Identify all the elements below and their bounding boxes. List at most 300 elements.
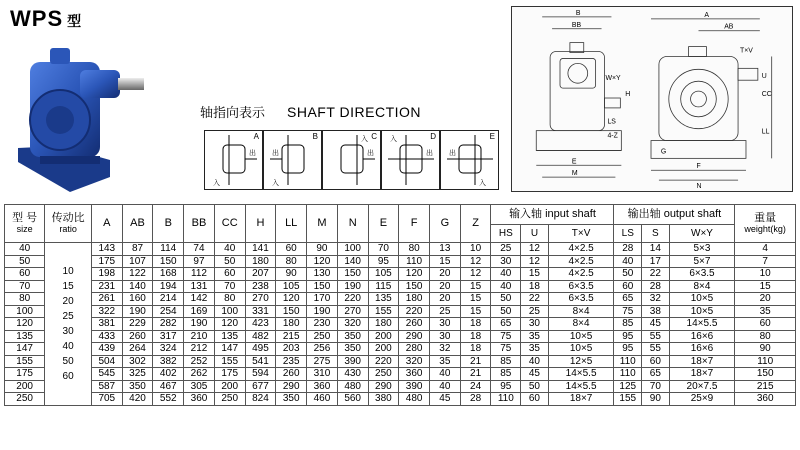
table-cell: 18×7: [548, 393, 614, 406]
table-cell: 85: [614, 318, 642, 331]
table-cell: 50: [521, 380, 549, 393]
table-cell: 215: [735, 380, 796, 393]
table-cell: 35: [521, 330, 549, 343]
table-cell: 97: [184, 255, 215, 268]
ratio-value: 25: [62, 310, 74, 322]
table-cell: 190: [307, 305, 338, 318]
table-cell: 175: [91, 255, 122, 268]
table-cell: 10×5: [669, 305, 735, 318]
col-header: G: [430, 205, 461, 243]
table-row: [5, 368, 796, 381]
table-cell: 87: [122, 243, 153, 256]
table-cell: 504: [91, 355, 122, 368]
col-header: A: [91, 205, 122, 243]
table-cell: 587: [91, 380, 122, 393]
table-cell: 150: [276, 305, 307, 318]
table-cell: 20: [430, 280, 461, 293]
table-cell: 382: [153, 355, 184, 368]
svg-text:N: N: [696, 183, 702, 191]
svg-text:A: A: [704, 11, 710, 19]
table-cell: 142: [184, 293, 215, 306]
table-cell: 433: [91, 330, 122, 343]
svg-text:出: 出: [249, 149, 256, 157]
table-row: [5, 255, 796, 268]
table-cell: 175: [214, 368, 245, 381]
svg-text:入: 入: [479, 179, 486, 187]
table-cell: 594: [245, 368, 276, 381]
table-cell: 5×7: [669, 255, 735, 268]
table-cell: 180: [368, 318, 399, 331]
table-cell: 22: [642, 268, 670, 281]
table-cell: 541: [245, 355, 276, 368]
table-cell: 198: [91, 268, 122, 281]
col-header: F: [399, 205, 430, 243]
table-cell: 90: [642, 393, 670, 406]
table-cell: 250: [368, 368, 399, 381]
table-row: [5, 293, 796, 306]
table-cell: 24: [460, 380, 491, 393]
table-cell: 95: [614, 330, 642, 343]
shaft-direction-e: E 入 出: [440, 130, 499, 190]
table-cell: 125: [614, 380, 642, 393]
col-header: M: [307, 205, 338, 243]
table-cell: 95: [368, 255, 399, 268]
table-cell: 480: [337, 380, 368, 393]
table-cell: 325: [122, 368, 153, 381]
shaft-direction-diagrams: [204, 130, 499, 190]
ratio-value: 60: [62, 370, 74, 382]
col-header: T×V: [548, 225, 614, 243]
table-cell: 25×9: [669, 393, 735, 406]
table-cell: 402: [153, 368, 184, 381]
svg-text:出: 出: [367, 149, 374, 157]
table-cell: 14: [642, 243, 670, 256]
table-cell: 360: [307, 380, 338, 393]
table-cell: 262: [184, 368, 215, 381]
ratio-value: 20: [62, 295, 74, 307]
table-cell: 120: [214, 318, 245, 331]
table-cell: 13: [430, 243, 461, 256]
table-cell: 15: [460, 293, 491, 306]
table-cell: 20: [430, 293, 461, 306]
table-cell: 35: [735, 305, 796, 318]
table-cell: 20: [735, 293, 796, 306]
table-cell: 112: [184, 268, 215, 281]
table-cell: 220: [368, 355, 399, 368]
ratio-value: 50: [62, 355, 74, 367]
table-cell: 70: [5, 280, 45, 293]
table-cell: 200: [368, 330, 399, 343]
table-cell: 120: [5, 318, 45, 331]
table-cell: 40: [214, 243, 245, 256]
table-cell: 380: [368, 393, 399, 406]
ratio-value: 30: [62, 325, 74, 337]
table-cell: 6×3.5: [669, 268, 735, 281]
table-cell: 18: [460, 318, 491, 331]
col-header: Z: [460, 205, 491, 243]
table-cell: 460: [307, 393, 338, 406]
table-cell: 4×2.5: [548, 268, 614, 281]
table-cell: 120: [399, 268, 430, 281]
col-header: LS: [614, 225, 642, 243]
table-cell: 390: [399, 380, 430, 393]
table-cell: 200: [5, 380, 45, 393]
table-cell: 18: [460, 343, 491, 356]
table-cell: 30: [430, 330, 461, 343]
table-cell: 50: [491, 293, 521, 306]
table-cell: 155: [368, 305, 399, 318]
svg-text:4-Z: 4-Z: [607, 132, 618, 140]
table-row: [5, 268, 796, 281]
table-cell: 280: [399, 343, 430, 356]
table-cell: 150: [735, 368, 796, 381]
col-header: N: [337, 205, 368, 243]
table-cell: 4×2.5: [548, 255, 614, 268]
table-cell: 290: [276, 380, 307, 393]
table-cell: 317: [153, 330, 184, 343]
table-cell: 212: [184, 343, 215, 356]
table-cell: 90: [735, 343, 796, 356]
table-cell: 25: [430, 305, 461, 318]
table-row: [5, 280, 796, 293]
table-cell: 12: [460, 268, 491, 281]
table-cell: 45: [430, 393, 461, 406]
table-cell: 70: [214, 280, 245, 293]
table-cell: 18: [460, 330, 491, 343]
table-cell: 467: [153, 380, 184, 393]
table-cell: 20: [430, 268, 461, 281]
table-cell: 60: [642, 355, 670, 368]
table-cell: 60: [5, 268, 45, 281]
table-cell: 28: [460, 393, 491, 406]
table-row: [5, 380, 796, 393]
table-cell: 194: [153, 280, 184, 293]
table-cell: 10: [735, 268, 796, 281]
table-cell: 169: [184, 305, 215, 318]
output-shaft-header: 输出轴 output shaft: [614, 205, 735, 225]
table-cell: 275: [307, 355, 338, 368]
table-cell: 6×3.5: [548, 293, 614, 306]
table-cell: 180: [245, 255, 276, 268]
table-cell: 14×5.5: [548, 380, 614, 393]
table-cell: 168: [153, 268, 184, 281]
svg-text:LL: LL: [761, 128, 770, 136]
table-cell: 85: [491, 355, 521, 368]
table-cell: 230: [307, 318, 338, 331]
table-cell: 8×4: [669, 280, 735, 293]
svg-text:M: M: [571, 170, 578, 178]
col-header: S: [642, 225, 670, 243]
table-cell: 235: [276, 355, 307, 368]
table-cell: 35: [521, 343, 549, 356]
table-cell: 10×5: [548, 343, 614, 356]
table-cell: 155: [614, 393, 642, 406]
col-header: E: [368, 205, 399, 243]
table-row: [5, 318, 796, 331]
table-cell: 170: [307, 293, 338, 306]
svg-text:T×V: T×V: [740, 47, 753, 55]
table-cell: 12: [521, 243, 549, 256]
svg-text:出: 出: [272, 149, 279, 157]
table-cell: 16×6: [669, 343, 735, 356]
table-cell: 18: [521, 280, 549, 293]
table-cell: 55: [642, 343, 670, 356]
table-cell: 175: [5, 368, 45, 381]
table-cell: 261: [91, 293, 122, 306]
table-cell: 20×7.5: [669, 380, 735, 393]
table-cell: 45: [642, 318, 670, 331]
gearbox-photo: [10, 42, 150, 202]
table-cell: 110: [399, 255, 430, 268]
table-cell: 15: [460, 305, 491, 318]
table-cell: 110: [491, 393, 521, 406]
table-cell: 305: [184, 380, 215, 393]
input-shaft-header: 输入轴 input shaft: [491, 205, 614, 225]
table-cell: 40: [5, 243, 45, 256]
table-cell: 28: [614, 243, 642, 256]
table-cell: 143: [91, 243, 122, 256]
table-cell: 40: [491, 280, 521, 293]
svg-text:入: 入: [272, 179, 279, 187]
table-cell: 90: [307, 243, 338, 256]
table-cell: 252: [184, 355, 215, 368]
table-cell: 360: [399, 368, 430, 381]
dimension-drawing: [511, 6, 793, 192]
table-cell: 360: [184, 393, 215, 406]
table-cell: 254: [153, 305, 184, 318]
table-cell: 147: [214, 343, 245, 356]
table-cell: 90: [276, 268, 307, 281]
table-cell: 250: [307, 330, 338, 343]
svg-text:B: B: [575, 9, 581, 17]
table-cell: 545: [91, 368, 122, 381]
table-cell: 30: [491, 255, 521, 268]
table-cell: 25: [491, 243, 521, 256]
table-cell: 350: [276, 393, 307, 406]
table-cell: 50: [214, 255, 245, 268]
table-cell: 80: [5, 293, 45, 306]
table-cell: 115: [368, 280, 399, 293]
table-cell: 17: [642, 255, 670, 268]
table-cell: 231: [91, 280, 122, 293]
table-cell: 12: [460, 255, 491, 268]
svg-text:CC: CC: [761, 91, 772, 99]
table-cell: 210: [184, 330, 215, 343]
table-cell: 40: [491, 268, 521, 281]
svg-text:出: 出: [426, 149, 433, 157]
col-header: H: [245, 205, 276, 243]
table-row: [5, 355, 796, 368]
table-cell: 155: [5, 355, 45, 368]
table-cell: 238: [245, 280, 276, 293]
svg-text:F: F: [696, 163, 701, 171]
table-cell: 45: [521, 368, 549, 381]
table-cell: 28: [642, 280, 670, 293]
table-cell: 32: [642, 293, 670, 306]
table-cell: 270: [337, 305, 368, 318]
table-cell: 80: [276, 255, 307, 268]
svg-text:入: 入: [361, 135, 368, 143]
table-cell: 160: [122, 293, 153, 306]
table-cell: 207: [245, 268, 276, 281]
table-cell: 60: [614, 280, 642, 293]
table-cell: 4: [735, 243, 796, 256]
table-cell: 40: [614, 255, 642, 268]
table-cell: 105: [368, 268, 399, 281]
table-cell: 110: [735, 355, 796, 368]
table-cell: 21: [460, 368, 491, 381]
table-cell: 260: [276, 368, 307, 381]
table-cell: 350: [337, 343, 368, 356]
col-header: HS: [491, 225, 521, 243]
ratio-cell: [45, 243, 92, 406]
ratio-header: 传动比 ratio: [45, 205, 92, 243]
table-cell: 75: [491, 330, 521, 343]
table-cell: 10: [460, 243, 491, 256]
table-cell: 15: [521, 268, 549, 281]
table-cell: 8×4: [548, 305, 614, 318]
table-cell: 824: [245, 393, 276, 406]
table-cell: 40: [430, 368, 461, 381]
shaft-direction-d: D 入 出: [381, 130, 440, 190]
spec-table: [4, 204, 796, 406]
table-cell: 100: [214, 305, 245, 318]
table-cell: 135: [368, 293, 399, 306]
table-cell: 80: [214, 293, 245, 306]
table-cell: 320: [399, 355, 430, 368]
table-cell: 80: [735, 330, 796, 343]
table-cell: 30: [521, 318, 549, 331]
table-cell: 32: [430, 343, 461, 356]
table-cell: 16×6: [669, 330, 735, 343]
col-header: CC: [214, 205, 245, 243]
table-cell: 110: [614, 368, 642, 381]
table-row: [5, 305, 796, 318]
table-cell: 15: [460, 280, 491, 293]
table-cell: 350: [122, 380, 153, 393]
table-cell: 15: [735, 280, 796, 293]
table-cell: 12×5: [548, 355, 614, 368]
size-header: 型 号 size: [5, 205, 45, 243]
table-cell: 130: [307, 268, 338, 281]
svg-text:G: G: [660, 148, 667, 156]
table-cell: 482: [245, 330, 276, 343]
table-cell: 180: [276, 318, 307, 331]
table-cell: 38: [642, 305, 670, 318]
table-cell: 65: [491, 318, 521, 331]
table-cell: 14×5.5: [548, 368, 614, 381]
table-cell: 100: [5, 305, 45, 318]
table-cell: 423: [245, 318, 276, 331]
table-cell: 85: [491, 368, 521, 381]
table-cell: 264: [122, 343, 153, 356]
svg-text:入: 入: [213, 179, 220, 187]
table-cell: 60: [521, 393, 549, 406]
table-cell: 190: [337, 280, 368, 293]
table-cell: 150: [307, 280, 338, 293]
table-cell: 80: [399, 243, 430, 256]
table-cell: 220: [337, 293, 368, 306]
table-cell: 140: [122, 280, 153, 293]
table-cell: 260: [399, 318, 430, 331]
svg-text:H: H: [625, 91, 631, 99]
table-cell: 75: [614, 305, 642, 318]
ratio-value: 10: [62, 265, 74, 277]
table-cell: 200: [368, 343, 399, 356]
table-cell: 141: [245, 243, 276, 256]
table-cell: 120: [307, 255, 338, 268]
spec-table-body: [5, 243, 796, 406]
table-cell: 220: [399, 305, 430, 318]
table-cell: 495: [245, 343, 276, 356]
table-cell: 40: [521, 355, 549, 368]
table-cell: 200: [214, 380, 245, 393]
table-cell: 150: [153, 255, 184, 268]
table-cell: 15: [430, 255, 461, 268]
table-cell: 150: [337, 268, 368, 281]
table-cell: 290: [399, 330, 430, 343]
table-cell: 250: [214, 393, 245, 406]
table-cell: 70: [642, 380, 670, 393]
table-cell: 203: [276, 343, 307, 356]
table-cell: 4×2.5: [548, 243, 614, 256]
table-cell: 95: [614, 343, 642, 356]
table-cell: 302: [122, 355, 153, 368]
table-cell: 70: [368, 243, 399, 256]
table-cell: 331: [245, 305, 276, 318]
shaft-direction-b: B 入 出: [263, 130, 322, 190]
table-cell: 229: [122, 318, 153, 331]
table-cell: 705: [91, 393, 122, 406]
col-header: B: [153, 205, 184, 243]
col-header: LL: [276, 205, 307, 243]
table-cell: 10×5: [548, 330, 614, 343]
table-cell: 322: [91, 305, 122, 318]
svg-text:AB: AB: [724, 23, 734, 31]
shaft-direction-c: C 入 出: [322, 130, 381, 190]
table-cell: 122: [122, 268, 153, 281]
table-cell: 74: [184, 243, 215, 256]
table-cell: 30: [430, 318, 461, 331]
table-cell: 552: [153, 393, 184, 406]
table-cell: 120: [276, 293, 307, 306]
table-cell: 390: [337, 355, 368, 368]
table-row: [5, 330, 796, 343]
table-cell: 75: [491, 343, 521, 356]
table-cell: 131: [184, 280, 215, 293]
table-cell: 147: [5, 343, 45, 356]
table-cell: 60: [735, 318, 796, 331]
table-cell: 18×7: [669, 368, 735, 381]
table-cell: 65: [614, 293, 642, 306]
table-cell: 100: [337, 243, 368, 256]
svg-text:LS: LS: [607, 118, 616, 126]
table-cell: 324: [153, 343, 184, 356]
table-cell: 50: [614, 268, 642, 281]
table-cell: 5×3: [669, 243, 735, 256]
table-cell: 214: [153, 293, 184, 306]
table-cell: 270: [245, 293, 276, 306]
table-cell: 150: [399, 280, 430, 293]
weight-header: 重量 weight(kg): [735, 205, 796, 243]
table-cell: 12: [521, 255, 549, 268]
table-cell: 215: [276, 330, 307, 343]
table-cell: 310: [307, 368, 338, 381]
table-cell: 60: [214, 268, 245, 281]
table-cell: 21: [460, 355, 491, 368]
col-header: BB: [184, 205, 215, 243]
table-cell: 25: [521, 305, 549, 318]
